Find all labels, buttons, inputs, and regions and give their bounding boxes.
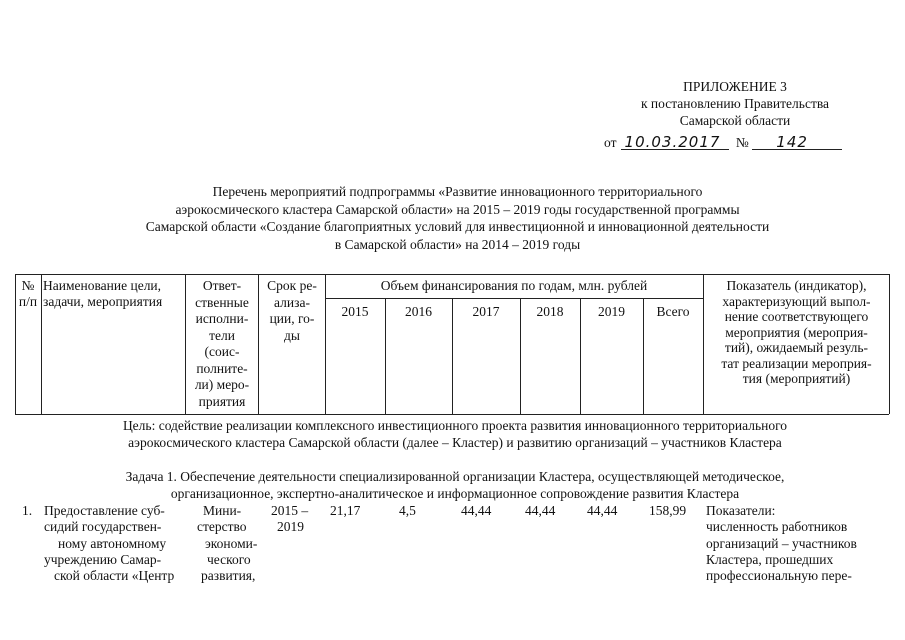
- title-line: в Самарской области» на 2014 – 2019 годы: [334, 236, 581, 252]
- row-name: Предоставление суб- сидий государствен- ному автономному учреждению Самар- ской области «Центр: [44, 503, 175, 584]
- title-line: Перечень мероприятий подпрограммы «Развитие инновационного территориального: [212, 184, 703, 199]
- header-funding: Объем финансирования по годам, млн. рублей: [380, 278, 648, 293]
- col-divider: [325, 274, 326, 414]
- row-value-2018: 44,44: [525, 503, 556, 518]
- header-year-2015: 2015: [341, 304, 369, 319]
- header-num: № п/п: [18, 278, 38, 309]
- funding-table-header: [15, 274, 889, 414]
- handwritten-date: 10.03.2017: [624, 133, 721, 151]
- handwritten-number: 142: [776, 133, 808, 151]
- appendix-line-2: к постановлению Правительства: [640, 96, 830, 111]
- header-year-2017: 2017: [472, 304, 500, 319]
- header-responsible: Ответ- ственные исполни- тели (соис- полните- ли) меро- приятия: [194, 278, 250, 409]
- header-name: Наименование цели, задачи, мероприятия: [43, 278, 163, 309]
- table-border-top: [15, 274, 889, 275]
- row-term: 2015 – 2019: [271, 503, 309, 535]
- document-title: [90, 183, 825, 253]
- number-label: №: [735, 135, 749, 150]
- table-border-bottom: [15, 414, 889, 415]
- number-underline: [752, 149, 842, 150]
- appendix-line-3: Самарской области: [679, 113, 791, 128]
- title-line: Самарской области «Создание благоприятных условий для инвестиционной и инновационной деятельности: [145, 219, 770, 234]
- header-year-2019: 2019: [598, 304, 625, 319]
- task-text: Задача 1. Обеспечение деятельности специализированной организации Кластера, осуществляющей методическое, организационное, экспертно-аналитическое и информационное сопровождение развития Кластера: [125, 469, 785, 501]
- header-indicator: Показатель (индикатор), характеризующий выпол- нение соответствующего мероприятия (мероприя- тий), ожидаемый резуль- тат реализации мероприя- тия (мероприятий): [721, 278, 872, 386]
- row-value-2017: 44,44: [461, 503, 492, 518]
- appendix-heading: ПРИЛОЖЕНИЕ 3: [683, 79, 787, 94]
- row-indicator: Показатели: численность работников организаций – участников Кластера, прошедших профессиональную пере-: [706, 503, 857, 584]
- row-value-2016: 4,5: [399, 503, 416, 518]
- header-year-2018: 2018: [536, 304, 564, 319]
- row-value-2015: 21,17: [330, 503, 361, 518]
- row-value-total: 158,99: [649, 503, 687, 518]
- header-year-2016: 2016: [405, 304, 432, 319]
- from-label: от: [604, 135, 617, 150]
- row-value-2019: 44,44: [587, 503, 618, 518]
- title-line: аэрокосмического кластера Самарской области» на 2015 – 2019 годы государственной программы: [175, 201, 740, 217]
- goal-text: Цель: содействие реализации комплексного инвестиционного проекта развития инновационного территориального аэрокосмического кластера Самарской области (далее – Кластер) и развитию организаций – участников Кластера: [122, 418, 788, 450]
- years-divider: [325, 298, 703, 299]
- header-term: Срок ре- ализа- ции, го- ды: [267, 278, 317, 343]
- row-num: 1.: [22, 503, 33, 518]
- date-underline: [621, 149, 729, 150]
- row-responsible: Мини- стерство экономи- ческого развития,: [197, 503, 258, 584]
- appendix-block: [585, 78, 885, 129]
- col-divider: [889, 274, 890, 414]
- col-divider: [41, 274, 42, 414]
- header-total: Всего: [656, 304, 690, 319]
